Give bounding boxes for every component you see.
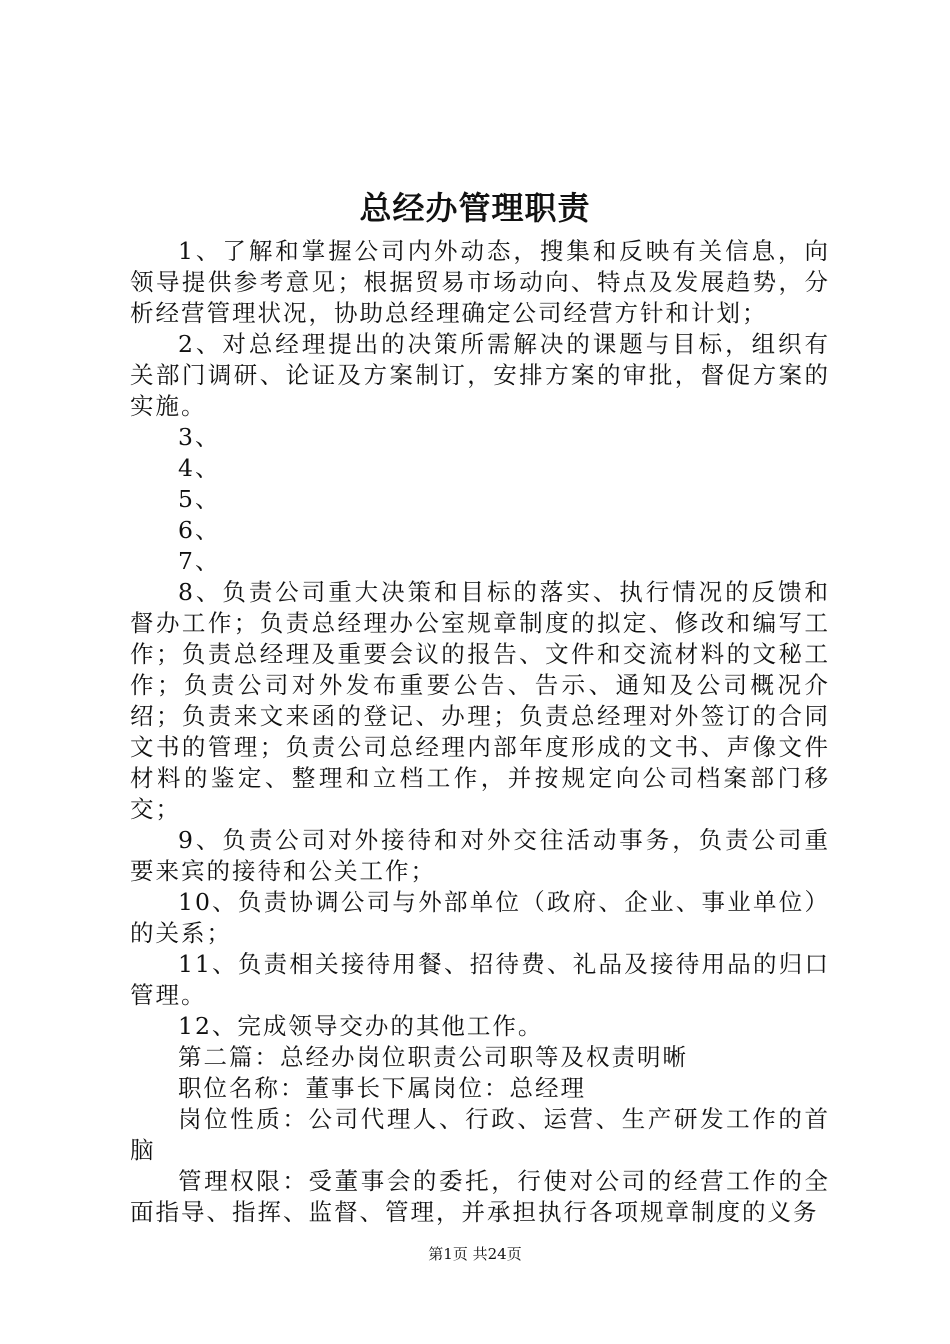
paragraph-3: 3、 bbox=[178, 423, 221, 451]
paragraph-7: 7、 bbox=[178, 547, 221, 575]
position-nature-line: 岗位性质：公司代理人、行政、运营、生产研发工作的首脑 bbox=[130, 1105, 830, 1164]
document-title: 总经办管理职责 bbox=[359, 189, 591, 227]
paragraph-8: 8、负责公司重大决策和目标的落实、执行情况的反馈和督办工作；负责总经理办公室规章制度的拟定、修改和编写工作；负责总经理及重要会议的报告、文件和交流材料的文秘工作；负责公司对外发布重要公告、告示、通知及公司概况介绍；负责来文来函的登记、办理；负责总经理对外签订的合同文书的管理；负责公司总经理内部年度形成的文书、声像文件材料的鉴定、整理和立档工作，并按规定向公司档案部门移交； bbox=[130, 578, 830, 823]
document-body bbox=[130, 236, 830, 1228]
position-name-line: 职位名称：董事长下属岗位：总经理 bbox=[178, 1074, 586, 1102]
paragraph-12: 12、完成领导交办的其他工作。 bbox=[178, 1012, 544, 1040]
paragraph-9: 9、负责公司对外接待和对外交往活动事务，负责公司重要来宾的接待和公关工作； bbox=[130, 826, 830, 885]
paragraph-5: 5、 bbox=[178, 485, 221, 513]
paragraph-1: 1、了解和掌握公司内外动态，搜集和反映有关信息，向领导提供参考意见；根据贸易市场动向、特点及发展趋势，分析经营管理状况，协助总经理确定公司经营方针和计划； bbox=[130, 237, 830, 327]
section-heading-part-two: 第二篇：总经办岗位职责公司职等及权责明晰 bbox=[178, 1043, 688, 1071]
page-footer: 第1页 共24页 bbox=[428, 1245, 522, 1263]
management-authority-line: 管理权限：受董事会的委托，行使对公司的经营工作的全面指导、指挥、监督、管理，并承担执行各项规章制度的义务 bbox=[130, 1167, 830, 1226]
paragraph-10: 10、负责协调公司与外部单位（政府、企业、事业单位）的关系； bbox=[130, 888, 830, 947]
paragraph-2: 2、对总经理提出的决策所需解决的课题与目标，组织有关部门调研、论证及方案制订，安排方案的审批，督促方案的实施。 bbox=[130, 330, 830, 420]
paragraph-6: 6、 bbox=[178, 516, 221, 544]
paragraph-4: 4、 bbox=[178, 454, 221, 482]
paragraph-11: 11、负责相关接待用餐、招待费、礼品及接待用品的归口管理。 bbox=[130, 950, 830, 1009]
